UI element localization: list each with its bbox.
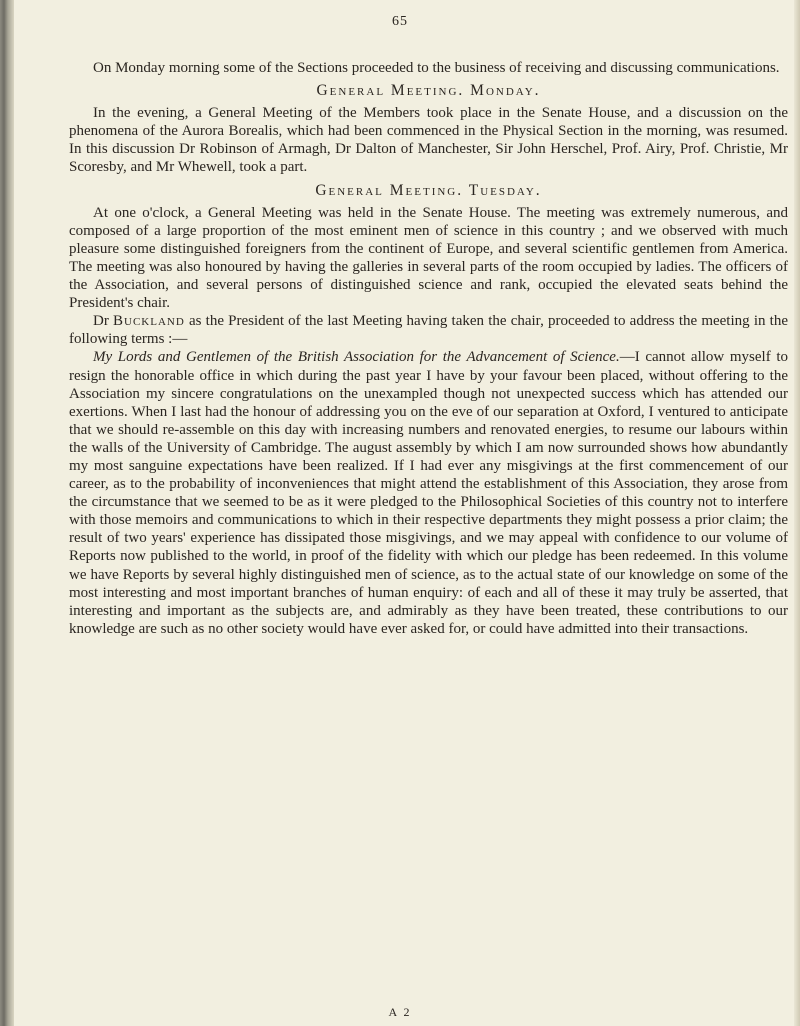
address-body: —I cannot allow myself to resign the honorable office in which during the past year I have by your favour been placed, without offering to the Association my sincere congratulations on the unexampled though not unexpected success which has attended our exertions. When I last had the honour of addressing you on the eve of our separation at Oxford, I ventured to anticipate that we should re-assemble on this day with increasing numbers and renovated energies, to resume our labours within the walls of the University of Cambridge. The august assembly by which I am now surrounded shows how abundantly my most sanguine expectations have been realized. If I had ever any misgivings at the first commencement of our career, as to the probability of inconveniences that might attend the establishment of this Association, they arose from the circumstance that we seemed to be as it were pledged to the Philosophical Societies of this country not to interfere with those memoirs and communications to which in their respective departments they might possess a prior claim; the result of two years' experience has dissipated those misgivings, and we may appeal with confidence to our volume of Reports now published to the world, in proof of the fidelity with which our pledge has been redeemed. In this volume we have Reports by several highly distinguished men of science, as to the actual state of our knowledge on some of the most interesting and most important branches of human enquiry: of each and all of these it may truly be asserted, that interesting and important as the subjects are, and admirably as they have been treated, these contributions to our knowledge are such as no other society would have ever asked for, or could have admitted into their transactions.: [69, 349, 788, 637]
page-body: [69, 59, 788, 638]
page-number: 65: [392, 14, 408, 29]
signature-mark: A 2: [388, 1005, 412, 1019]
address-salutation: My Lords and Gentlemen of the British Association for the Advancement of Science.: [93, 349, 620, 366]
buckland-name: Buckland: [113, 313, 185, 330]
paragraph-presidential-address: [69, 348, 788, 638]
buckland-prefix: Dr: [93, 313, 114, 330]
heading-general-meeting-monday: General Meeting. Monday.: [316, 82, 541, 100]
paragraph-aurora-discussion: In the evening, a General Meeting of the Members took place in the Senate House, and a discussion on the phenomena of the Aurora Borealis, which had been commenced in the Physical Section in the morning, was resumed. In this discussion Dr Robinson of Armagh, Dr Dalton of Manchester, Sir John Herschel, Prof. Airy, Prof. Christie, Mr Scoresby, and Mr Whewell, took a part.: [69, 105, 788, 176]
paragraph-sections-monday: On Monday morning some of the Sections proceeded to the business of receiving and discussing communications.: [93, 60, 780, 76]
page-binding-edge: [0, 0, 14, 1026]
heading-general-meeting-tuesday: General Meeting. Tuesday.: [315, 181, 542, 199]
buckland-rest: as the President of the last Meeting having taken the chair, proceeded to address the meeting in the following terms :—: [69, 313, 788, 348]
paragraph-senate-house-meeting: At one o'clock, a General Meeting was held in the Senate House. The meeting was extremely numerous, and composed of a large proportion of the most eminent men of science in this country ; and we observed with much pleasure some distinguished foreigners from the continent of Europe, and several scientific gentlemen from America. The meeting was also honoured by having the galleries in several parts of the room occupied by ladies. The officers of the Association, and several persons of distinguished science and rank, occupied the elevated seats behind the President's chair.: [69, 204, 788, 312]
page-right-edge: [794, 0, 800, 1026]
paragraph-buckland-intro: [69, 312, 788, 348]
